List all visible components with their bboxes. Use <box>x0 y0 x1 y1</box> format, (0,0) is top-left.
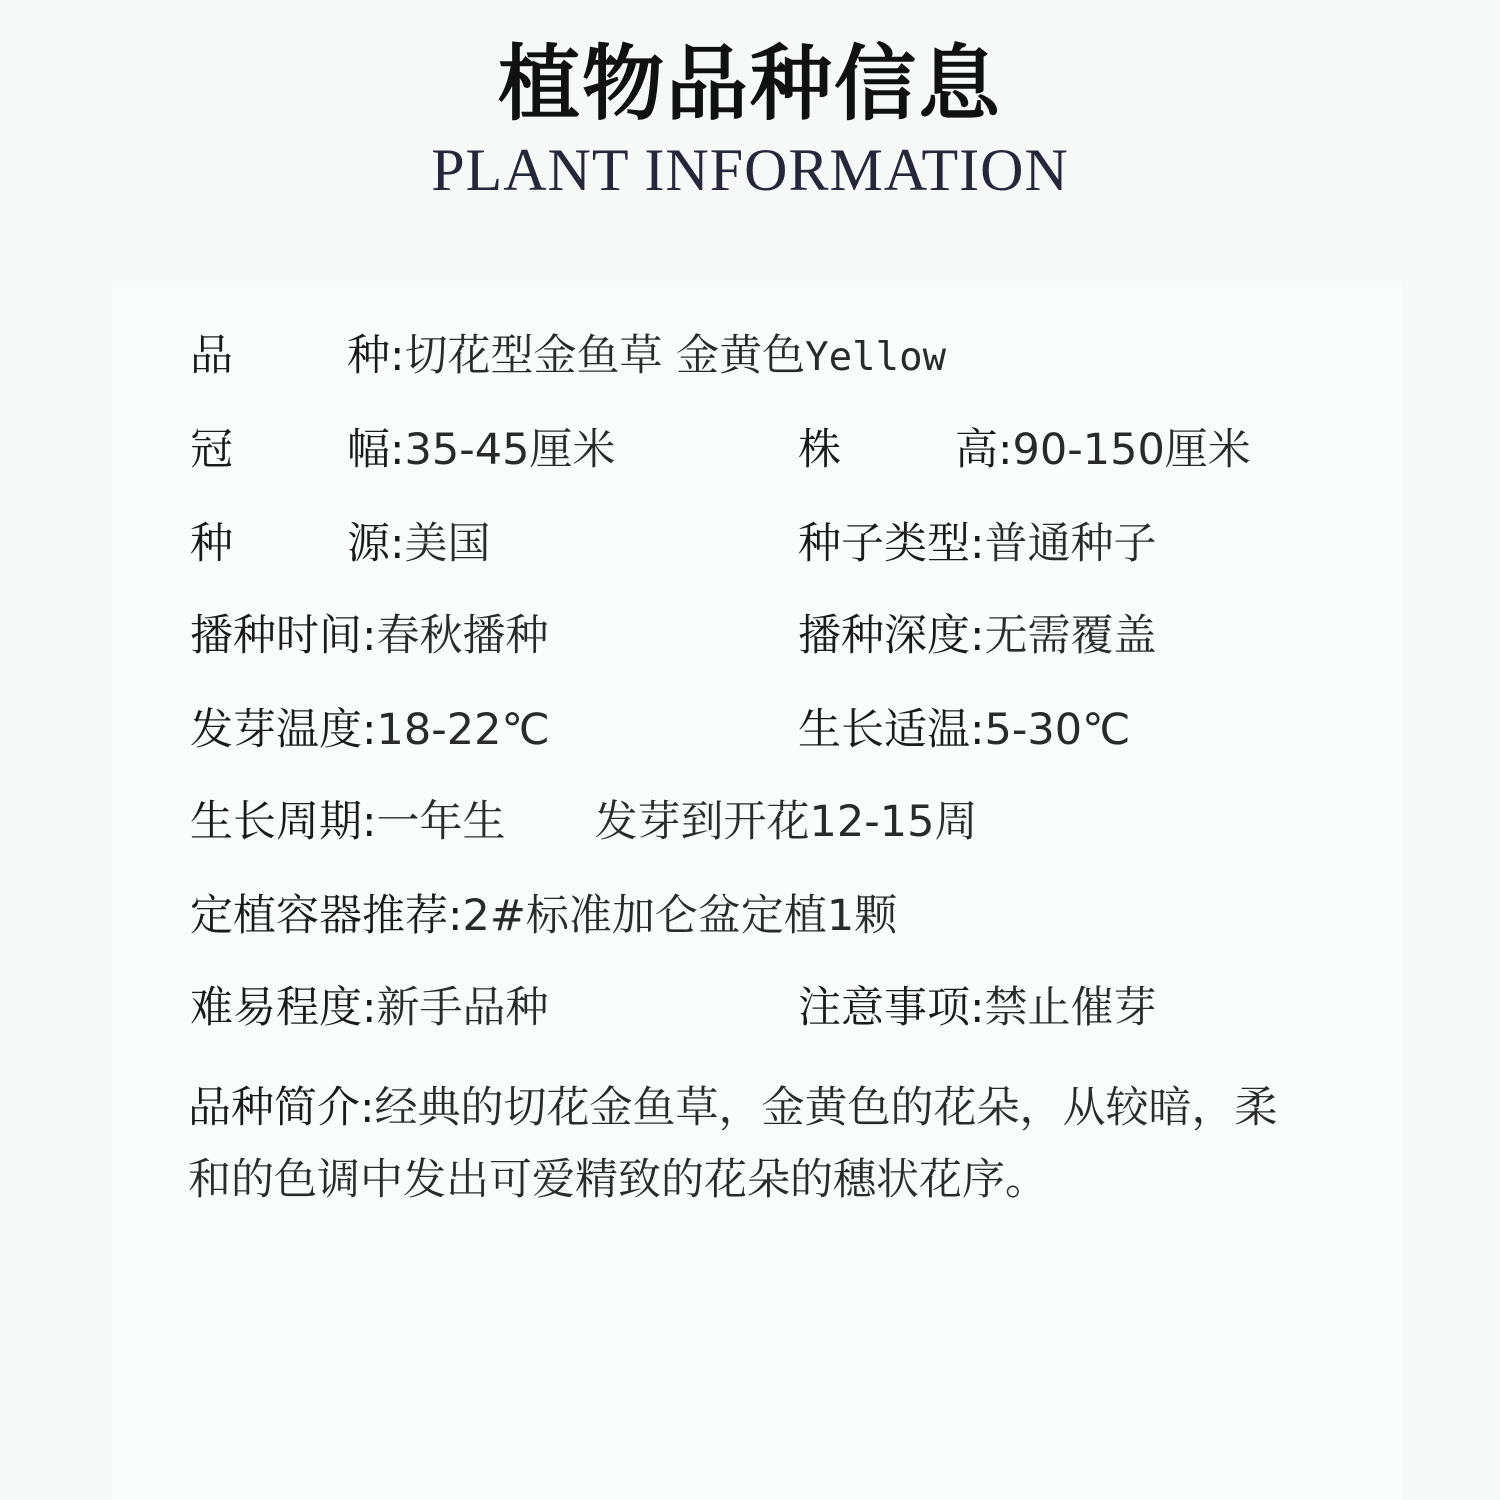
difficulty-value: 新手品种 <box>376 983 549 1033</box>
seed-type-value: 普通种子 <box>984 519 1157 569</box>
germ-temp-value: 18-22℃ <box>376 705 550 755</box>
height-value: 90-150厘米 <box>1012 425 1251 475</box>
crown-label: 冠 幅 <box>190 425 390 475</box>
crown-row: 冠 幅 :35-45厘米 <box>190 420 615 480</box>
container-value: 2#标准加仑盆定植1颗 <box>462 891 898 941</box>
variety-color-en: Yellow <box>805 335 947 380</box>
growth-cycle-detail: 发芽到开花12-15周 <box>594 797 978 847</box>
variety-intro: 品种简介:经典的切花金鱼草，金黄色的花朵，从较暗，柔和的色调中发出可爱精致的花朵的穗状花序。 <box>188 1072 1298 1216</box>
sowing-depth-value: 无需覆盖 <box>984 611 1157 661</box>
sowing-time-value: 春秋播种 <box>376 611 549 661</box>
seed-type-label: 种子类型 <box>798 519 970 569</box>
growth-temp-value: 5-30℃ <box>984 705 1131 755</box>
growth-cycle-label: 生长周期 <box>190 797 362 847</box>
sowing-depth-row: 播种深度:无需覆盖 <box>798 606 1157 666</box>
germ-temp-label: 发芽温度 <box>190 705 362 755</box>
variety-label: 品 种 <box>190 331 390 381</box>
container-row: 定植容器推荐:2#标准加仑盆定植1颗 <box>190 886 897 946</box>
notes-label: 注意事项 <box>798 983 970 1033</box>
difficulty-label: 难易程度 <box>190 983 362 1033</box>
sowing-time-label: 播种时间 <box>190 611 362 661</box>
height-label: 株 高 <box>798 425 998 475</box>
crown-value: 35-45厘米 <box>404 425 616 475</box>
page-title: 植物品种信息 <box>497 37 1002 132</box>
intro-label: 品种简介 <box>188 1083 360 1133</box>
origin-value: 美国 <box>404 519 491 569</box>
origin-label: 种 源 <box>190 519 390 569</box>
variety-value: 切花型金鱼草 金黄色 <box>404 331 806 381</box>
germ-temp-row: 发芽温度:18-22℃ <box>190 700 550 760</box>
growth-temp-label: 生长适温 <box>798 705 970 755</box>
page-subtitle: PLANT INFORMATION <box>431 137 1069 203</box>
height-row: 株 高 :90-150厘米 <box>798 420 1251 480</box>
difficulty-row: 难易程度:新手品种 <box>190 978 549 1038</box>
container-label: 定植容器推荐 <box>190 891 448 941</box>
sowing-time-row: 播种时间:春秋播种 <box>190 606 549 666</box>
growth-temp-row: 生长适温:5-30℃ <box>798 700 1130 760</box>
page-header <box>0 0 1500 270</box>
growth-cycle-row: 生长周期:一年生 发芽到开花12-15周 <box>190 792 977 852</box>
notes-value: 禁止催芽 <box>984 983 1157 1033</box>
seed-type-row: 种子类型:普通种子 <box>798 514 1157 574</box>
growth-cycle-value: 一年生 <box>376 797 506 847</box>
sowing-depth-label: 播种深度 <box>798 611 970 661</box>
intro-text: 经典的切花金鱼草，金黄色的花朵，从较暗，柔和的色调中发出可爱精致的花朵的穗状花序。 <box>188 1083 1278 1205</box>
variety-row: 品 种 :切花型金鱼草 金黄色Yellow <box>190 326 946 386</box>
notes-row: 注意事项:禁止催芽 <box>798 978 1157 1038</box>
origin-row: 种 源 :美国 <box>190 514 491 574</box>
